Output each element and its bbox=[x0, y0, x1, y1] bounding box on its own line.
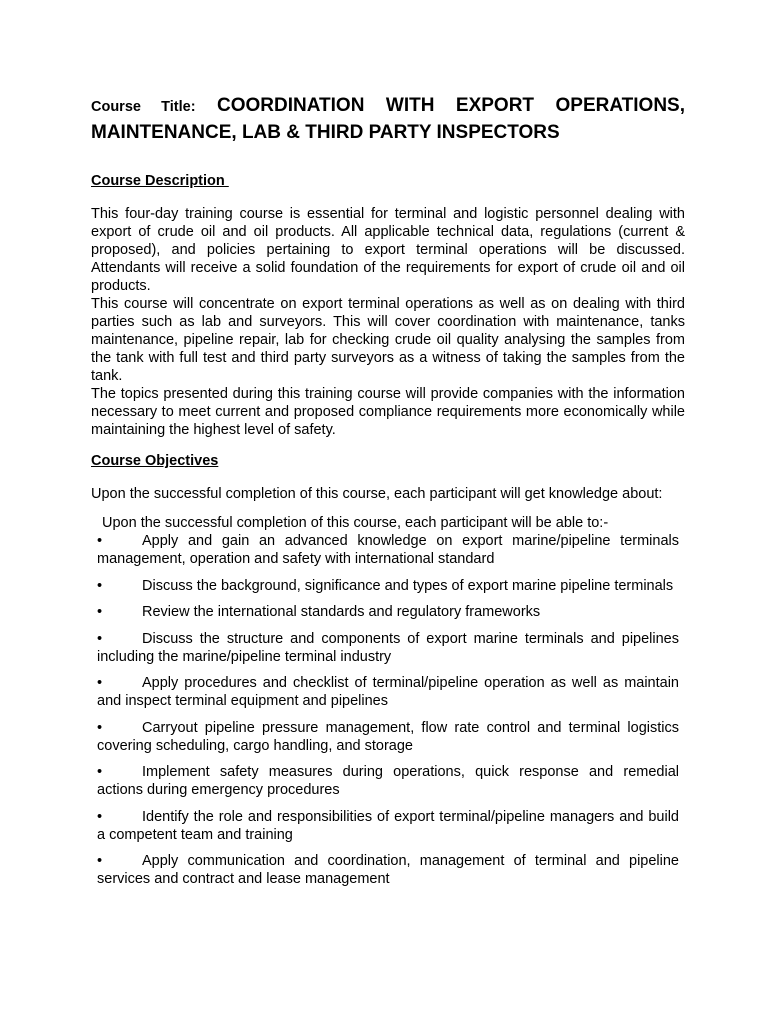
objective-item bbox=[97, 674, 679, 710]
objective-text: Identify the role and responsibilities of export terminal/pipeline managers and build a competent team and training bbox=[97, 808, 679, 843]
description-paragraph-2: This course will concentrate on export terminal operations as well as on dealing with third parties such as lab and surveyors. This will cover coordination with maintenance, tanks maintenance, pipeline repair, lab for checking crude oil quality analysing the samples from the tank with full test and third party surveyors as a witness of taking the samples from the tank. bbox=[91, 296, 685, 384]
bullet-icon: • bbox=[97, 764, 103, 780]
bullet-icon: • bbox=[97, 577, 103, 594]
objective-item bbox=[97, 852, 679, 888]
objective-text: Apply procedures and checklist of terminal/pipeline operation as well as maintain and inspect terminal equipment and pipelines bbox=[97, 675, 679, 709]
description-paragraph-3: The topics presented during this training course will provide companies with the information necessary to meet current and proposed compliance requirements more economically while maintaining the highest level of safety. bbox=[91, 386, 685, 438]
objective-item bbox=[97, 719, 679, 755]
bullet-icon: • bbox=[97, 675, 103, 691]
objective-item bbox=[97, 630, 679, 666]
objective-text: Discuss the background, significance and types of export marine pipeline terminals bbox=[142, 577, 674, 594]
bullet-icon: • bbox=[97, 630, 103, 647]
objective-text: Review the international standards and regulatory frameworks bbox=[142, 604, 541, 620]
bullet-icon: • bbox=[97, 853, 103, 869]
objective-item bbox=[97, 577, 679, 595]
objective-text: Apply communication and coordination, management of terminal and pipeline services and contract and lease management bbox=[97, 853, 679, 887]
objectives-intro-able: Upon the successful completion of this course, each participant will be able to:- bbox=[102, 515, 609, 531]
objectives-intro: Upon the successful completion of this course, each participant will get knowledge about: bbox=[91, 486, 663, 502]
objective-item bbox=[97, 603, 679, 621]
bullet-icon: • bbox=[97, 604, 103, 620]
objective-text: Carryout pipeline pressure management, flow rate control and terminal logistics covering scheduling, cargo handling, and storage bbox=[97, 719, 679, 754]
objective-item bbox=[97, 763, 679, 799]
objective-item bbox=[97, 532, 679, 568]
objectives-list bbox=[97, 532, 679, 897]
objective-text: Apply and gain an advanced knowledge on export marine/pipeline terminals management, operation and safety with international standard bbox=[97, 533, 679, 567]
objective-text: Discuss the structure and components of export marine terminals and pipelines including the marine/pipeline terminal industry bbox=[97, 630, 679, 665]
objective-item bbox=[97, 808, 679, 844]
bullet-icon: • bbox=[97, 533, 103, 549]
course-description-body bbox=[91, 205, 685, 439]
course-description-heading: Course Description bbox=[91, 173, 229, 189]
course-title-text: COORDINATION WITH EXPORT OPERATIONS, MAINTENANCE, LAB & THIRD PARTY INSPECTORS bbox=[91, 95, 685, 143]
bullet-icon: • bbox=[97, 719, 103, 736]
objective-text: Implement safety measures during operations, quick response and remedial actions during emergency procedures bbox=[97, 764, 679, 798]
course-title bbox=[91, 93, 685, 146]
course-title-label: Course Title: bbox=[91, 99, 196, 115]
bullet-icon: • bbox=[97, 808, 103, 825]
description-paragraph-1: This four-day training course is essential for terminal and logistic personnel dealing with export of crude oil and oil products. All applicable technical data, regulations (current & proposed), and policies pertaining to export terminal operations will be discussed. Attendants will receive a solid foundation of the requirements for export of crude oil and oil products. bbox=[91, 206, 685, 294]
course-objectives-heading: Course Objectives bbox=[91, 453, 219, 469]
